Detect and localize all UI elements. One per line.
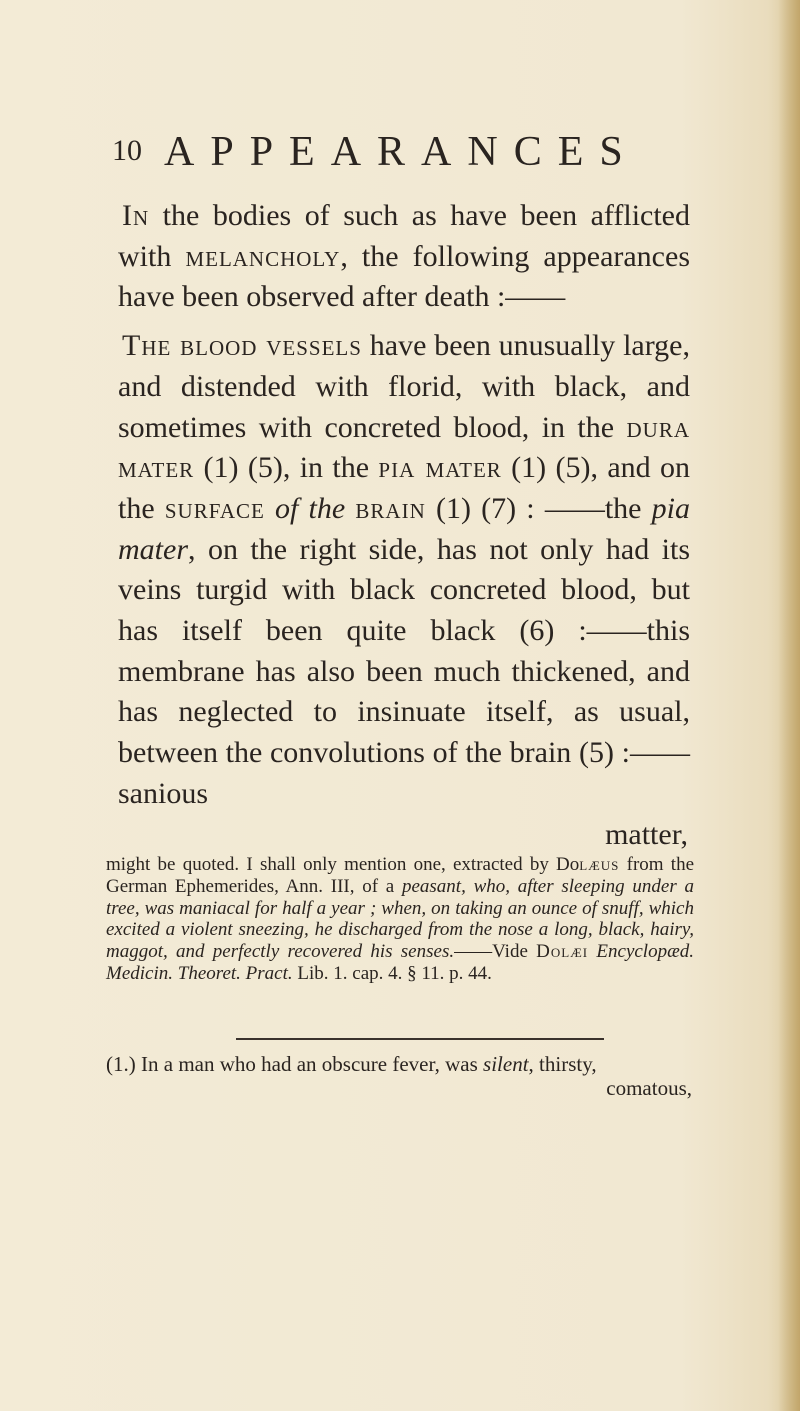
footnote-rule — [236, 1038, 604, 1040]
work-title: Encyclopæd. Medicin. Theoret. Pract. — [106, 941, 695, 984]
term-of-the: of the — [275, 491, 346, 525]
footnote-catchword: comatous, — [606, 1076, 692, 1100]
paragraph-melancholy — [118, 196, 690, 318]
text-run: Lib. 1. cap. 4. § 11. p. 44. — [292, 962, 492, 984]
text-run: (1) (5), in the — [194, 451, 379, 485]
term-surface: surface — [164, 491, 265, 525]
text-run: ——Vide — [454, 941, 537, 963]
footnote-1-line — [106, 1052, 694, 1076]
text-run: the bodies of such as have been afflicted with — [118, 199, 690, 273]
term-dura-mater: dura mater — [118, 410, 690, 485]
text-run: (1) (7) : ——the — [425, 491, 652, 525]
text-run: , on the right side, has not only had its veins turgid with black concreted blood, but has itself been quite black (6) :——this membrane has also been much thickened, and has neglected to insinuate itself, as usual, between the convolutions of the brain (5) :——sanious — [118, 532, 690, 810]
text-run: have been unusually large, and distended with florid, with black, and sometimes with concreted blood, in the — [118, 329, 690, 444]
footnote-1 — [106, 1052, 694, 1100]
term-brain: brain — [355, 491, 426, 525]
footnote-mark: (1.) — [106, 1052, 136, 1076]
text-run: might be quoted. I shall only mention one, extracted by Do — [106, 854, 580, 875]
text-run: , thirsty, — [528, 1052, 597, 1076]
author-laeus: læus — [579, 854, 620, 875]
text-run — [345, 492, 355, 525]
main-text — [118, 196, 690, 855]
text-run: from the German Ephemerides, Ann. III, of a — [106, 854, 695, 897]
term-pia-mater: pia mater — [378, 451, 502, 485]
lead-blood-vessels: The blood vessels — [122, 329, 362, 363]
text-run: , the following appearances have been observed after death :—— — [118, 239, 690, 314]
author-dolaei: Dolæi — [536, 941, 589, 963]
page-edge-shadow — [778, 0, 800, 1411]
lead-initial: In — [122, 199, 150, 232]
running-head: APPEARANCES — [164, 129, 639, 175]
paragraph-blood-vessels — [118, 326, 690, 814]
page-number: 10 — [112, 134, 142, 167]
case-description: peasant, who, after sleeping under a tree, was maniacal for half a year ; when, on taking an ounce of snuff, which excited a violent sneezing, he discharged from the nose a long, black, hairy, maggot, and perfectly recovered his senses. — [106, 875, 694, 963]
term-pia-mater-italic: pia mater — [118, 491, 691, 566]
term-melancholy: melancholy — [185, 239, 341, 273]
footnote-continuation — [106, 854, 694, 985]
text-run — [265, 492, 275, 525]
text-run: (1) (5), and on the — [118, 451, 690, 525]
term-silent: silent — [483, 1052, 529, 1076]
text-run: In a man who had an obscure fever, was — [135, 1052, 484, 1076]
catchword: matter, — [605, 817, 688, 851]
